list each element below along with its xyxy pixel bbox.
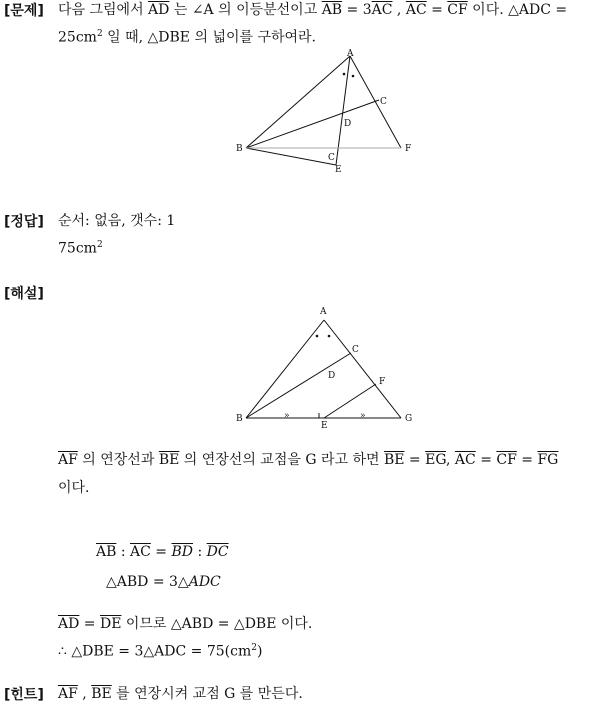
vertex-label-b: B [236,414,243,424]
solution-text: , [446,452,455,468]
segment-fg: $\overline{FG}$ [537,452,559,468]
answer-value: 75cm [58,240,97,257]
hint-text: 를 연장시켜 교점 G 를 만든다. [111,686,303,702]
solution-text: = [79,616,100,632]
vertex-label-b: B [236,144,243,154]
vertex-label-f: F [405,144,412,154]
vertex-label-a: A [347,49,354,59]
segment-ac: $\overline{AC}$ [371,2,393,18]
superscript: 2 [96,29,103,39]
solution-line-2: 이다. [58,480,90,496]
equation-area [106,572,221,592]
segment-be: $\overline{BE}$ [383,452,405,468]
problem-label: [문제] [4,3,44,19]
problem-text: 일 때, △DBE 의 넓이를 구하여라. [102,29,317,46]
solution-text: ) [256,643,263,660]
equation-ratio [96,542,229,562]
solution-text: 이므로 △ABD = △DBE 이다. [121,616,313,632]
solution-line-1 [58,450,558,470]
svg-text:»: » [284,411,290,421]
problem-text: , [392,2,406,18]
vertex-label-c2: C [328,153,335,163]
answer-line-2 [58,235,103,259]
segment-be: $\overline{BE}$ [158,452,180,468]
solution-text: ∴ △DBE = 3△ADC = 75(cm [58,643,252,660]
problem-text: 25cm [58,29,97,46]
solution-text: = [404,452,426,468]
segment-ac: $\overline{AC}$ [130,544,151,560]
problem-text: 다음 그림에서 [58,2,149,18]
segment-af: $\overline{AF}$ [58,686,78,702]
solution-text: = [475,452,497,468]
vertex-label-f: F [379,377,386,387]
vertex-label-g: G [405,414,413,424]
segment-dc: $\overline{DC}$ [206,544,229,560]
hint-text: , [77,686,92,702]
segment-ab: $\overline{AB}$ [96,544,117,560]
vertex-label-d: D [344,119,352,129]
solution-line-3 [58,614,312,634]
segment-ad: $\overline{AD}$ [58,616,80,632]
vertex-label-a: A [320,307,327,317]
vertex-label-d: D [328,371,336,381]
segment-bd: $\overline{BD}$ [171,544,194,560]
problem-figure [230,48,420,178]
solution-text: 의 연장선의 교점을 G 라고 하면 [179,452,384,468]
vertex-label-e: E [335,165,342,175]
segment-eg: $\overline{EG}$ [425,452,447,468]
svg-text:»: » [360,411,366,421]
solution-figure [230,300,420,435]
equation-text: ADC [188,574,221,590]
segment-ac: $\overline{AC}$ [405,2,427,18]
solution-label: [해설] [4,286,44,302]
superscript: 2 [96,240,103,250]
vertex-label-c: C [352,345,359,355]
problem-text: 이다. △ADC = [467,2,568,18]
problem-text: = 3 [342,2,372,18]
solution-text: 의 연장선과 [77,452,159,468]
hint-label: [힌트] [4,687,44,703]
segment-ad: $\overline{AD}$ [148,2,170,18]
segment-be: $\overline{BE}$ [91,686,112,702]
answer-line-1: 순서: 없음, 갯수: 1 [58,213,176,229]
segment-af: $\overline{AF}$ [58,452,78,468]
equation-text: : [193,544,207,560]
segment-cf: $\overline{CF}$ [496,452,517,468]
vertex-label-e: E [321,421,328,431]
solution-text: = [516,452,538,468]
equation-text: = [150,544,172,560]
problem-line-1 [58,0,567,20]
problem-line-2 [58,24,316,48]
hint-line [58,684,303,704]
answer-label: [정답] [4,214,44,230]
segment-de: $\overline{DE}$ [99,616,122,632]
segment-ab: $\overline{AB}$ [321,2,343,18]
segment-cf: $\overline{CF}$ [447,2,468,18]
equation-text: △ABD = 3△ [106,574,189,590]
equation-text: : [116,544,131,560]
vertex-label-c: C [380,97,387,107]
superscript: 2 [251,643,257,653]
solution-conclusion [58,638,262,662]
problem-text: 는 ∠A 의 이등분선이고 [169,2,322,18]
segment-ac: $\overline{AC}$ [454,452,476,468]
problem-text: = [426,2,448,18]
